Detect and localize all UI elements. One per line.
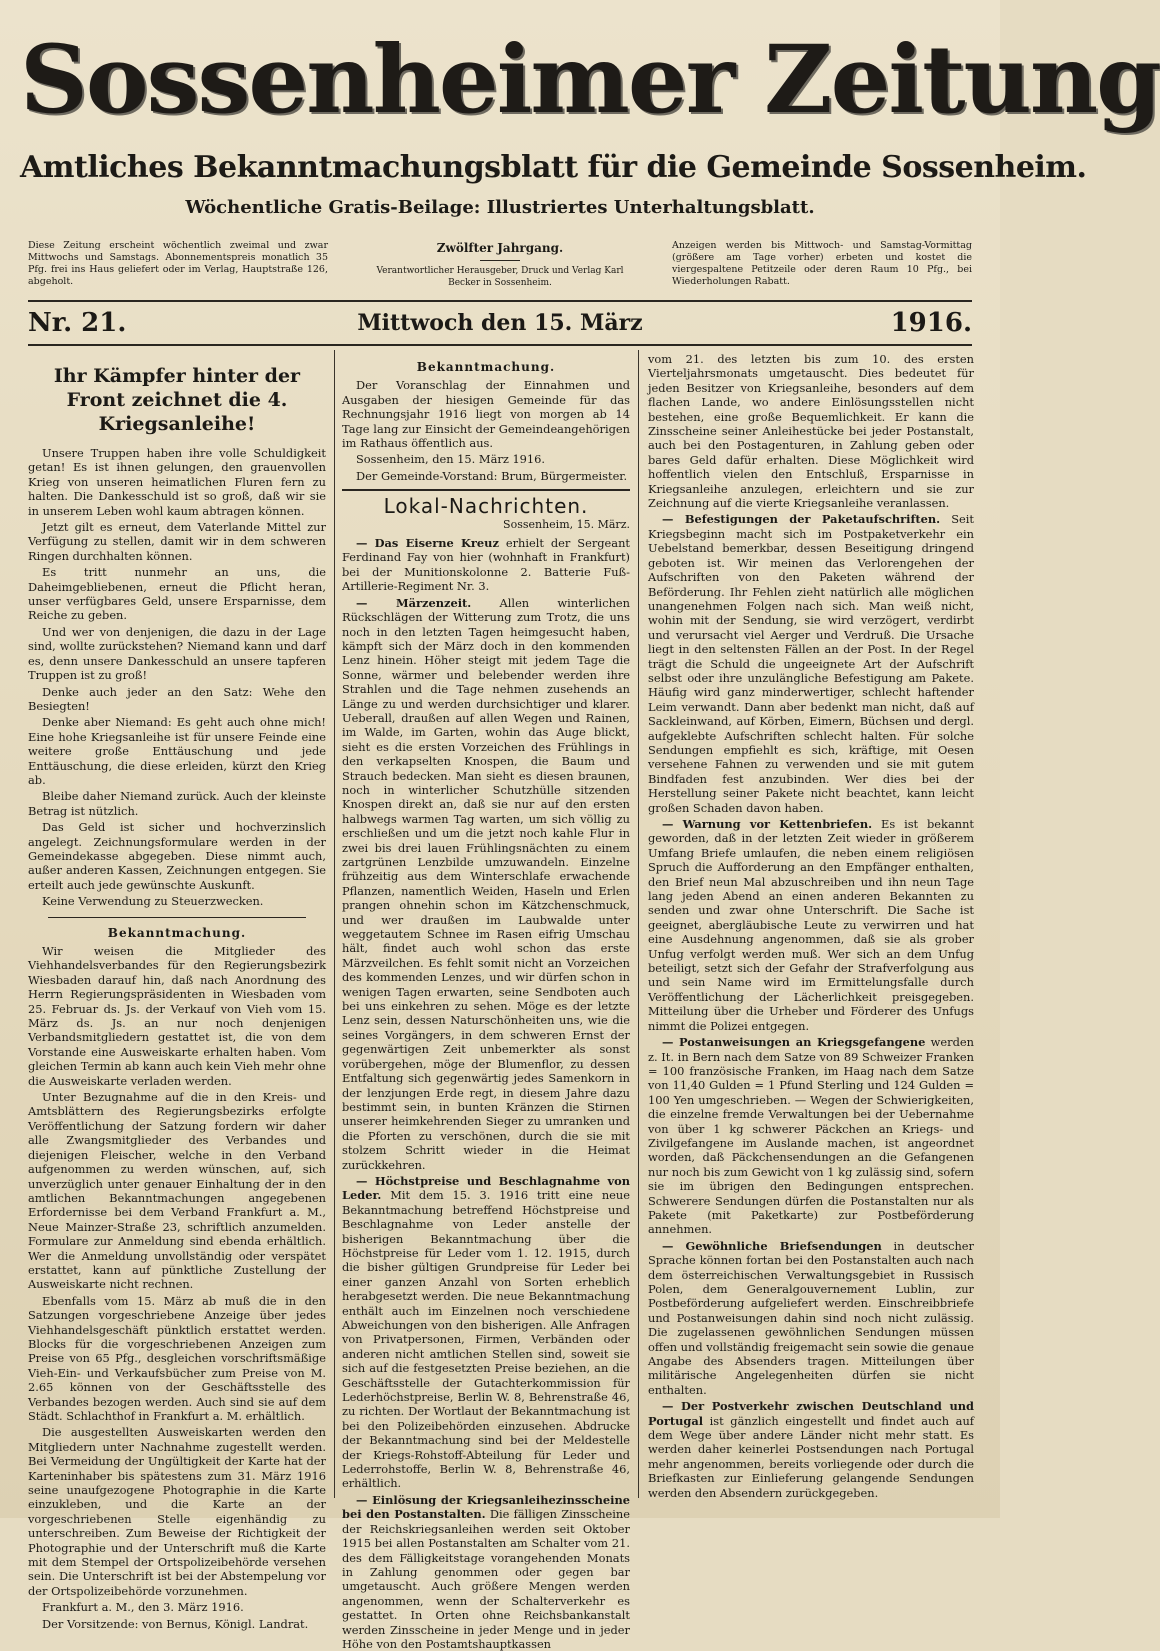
masthead xyxy=(20,18,1160,222)
news-item-text: Mit dem 15. 3. 1916 tritt eine neue Bekanntmachung betreffend Höchstpreise und Beschlagnahme von Leder anstelle der bisherigen Bekanntmachung über die Höchstpreise für Leder vom 1. 12. 1915, durch die bisher gültigen Grundpreise für Leder bei einer ganzen Anzahl von Sorten erheblich herabgesetzt werden. Die neue Bekanntmachung enthält auch im Einzelnen noch verschiedene Abweichungen von den bisherigen. Alle Anfragen von Privatpersonen, Firmen, Verbänden oder anderen nicht amtlichen Stellen sind, soweit sie sich auf die festgesetzten Preise beziehen, an die Geschäftsstelle der Gutachterkommission für Lederhöchstpreise, Berlin W. 8, Behrenstraße 46, zu richten. Der Wortlaut der Bekanntmachung ist bei den Polizeibehörden einzusehen. Abdrucke der Bekanntmachung sind bei der Meldestelle der Kriegs-Rohstoff-Abteilung für Leder und Lederrohstoffe, Berlin W. 8, Behrenstraße 46, erhältlich. xyxy=(342,1188,630,1491)
news-item-text: ist gänzlich eingestellt und findet auch auf dem Wege über andere Länder nicht mehr statt. Es werden daher keinerlei Postsendungen nach Portugal mehr angenommen, bereits vorliegende oder durch die Briefkasten zur Einlieferung gelangende Sendungen werden den Absendern zurückgegeben. xyxy=(648,1413,974,1500)
column-1 xyxy=(28,352,327,1631)
supplement-line: Wöchentliche Gratis-Beilage: Illustriertes Unterhaltungsblatt. xyxy=(185,197,815,218)
article-paragraph: Und wer von denjenigen, die dazu in der Lage sind, wollte zurückstehen? Niemand kann und darf es, denn unsere Dankesschuld an unsere tapferen Truppen ist zu groß! xyxy=(28,624,326,683)
news-item-lead: — Befestigungen der Paketaufschriften. xyxy=(662,512,941,527)
news-item-text: Allen winterlichen Rückschlägen der Witterung zum Trotz, die uns noch in den letzten Tagen heimgesucht haben, kämpft sich der März doch in den kommenden Lenz hinein. Höher steigt mit jedem Tage die Sonne, wärmer und belebender werden ihre Strahlen und die Tage nehmen zusehends an Länge zu und werden durchsichtiger und klarer. Ueberall, draußen auf allen Wegen und Rainen, im Walde, im Garten, wohin das Auge blickt, sieht es die ersten Vorzeichen des Frühlings in den verkapselten Knospen, die Baum und Strauch bedecken. Man sieht es diesen braunen, noch in winterlicher Schutzhülle sitzenden Knospen direkt an, daß sie nur auf den ersten halbwegs warmen Tag warten, um sich völlig zu erschließen und um die jetzt noch kahle Flur in zwei bis drei lauen Frühlingsnächten zu einem zartgrünen Lenzbilde umzuwandeln. Einzelne frühzeitig aus dem Winterschlafe erwachende Pflanzen, namentlich Weiden, Haseln und Erlen prangen ohnehin schon im Kätzchenschmuck, und wer draußen im Laubwalde unter weggetautem Schnee im Rasen eifrig Umschau hält, findet auch wohl schon das erste Märzveilchen. Es fehlt somit nicht an Vorzeichen des kommenden Lenzes, und wir dürfen schon in wenigen Tagen erwarten, seine Sendboten auch bei uns einkehren zu sehen. Möge es der letzte Lenz sein, dessen Naturschönheiten uns, wie die seines Vorgängers, in dem schweren Ernst der gegenwärtigen Zeit unbemerkter als sonst vorübergehen, möge der Blumenflor, zu dessen Entfaltung sich gegenwärtig jedes Samenkorn in der lenzjungen Erde regt, in diesem Jahre dazu bestimmt sein, in bunten Kränzen die Stirnen unserer heimkehrenden Sieger zu umranken und die Pforten zu verschönen, durch die sie mit stolzem Schritt wieder in die Heimat zurückkehren. xyxy=(342,595,630,1172)
article-paragraph: Das Geld ist sicher und hochverzinslich angelegt. Zeichnungsformulare werden in der Gemeindekasse abgegeben. Diese nimmt auch, außer anderen Kassen, Zeichnungen entgegen. Sie erteilt auch jede gewünschte Auskunft. xyxy=(28,820,326,892)
issue-number: Nr. 21. xyxy=(28,308,127,338)
column-divider-1 xyxy=(334,350,335,1498)
article-paragraph: Keine Verwendung zu Steuerzwecken. xyxy=(42,894,264,909)
news-item xyxy=(648,817,974,1033)
article-paragraph: Denke auch jeder an den Satz: Wehe den Besiegten! xyxy=(28,684,326,713)
notice-title: Bekanntmachung. xyxy=(107,925,247,940)
section-divider xyxy=(48,917,306,918)
news-item-text: Seit Kriegsbeginn macht sich im Postpaketverkehr ein Uebelstand bemerkbar, dessen Beseitigung dringend geboten ist. Wir meinen das Verlorengehen der Aufschriften von den Paketen während der Beförderung. Ihr Fehlen zieht natürlich alle möglichen unangenehmen Folgen nach sich. Man weiß nicht, wohin mit der Sendung, sie wird verzögert, verdirbt und verursacht viel Aerger und Verdruß. Die Ursache liegt in den seltensten Fällen an der Post. In der Regel trägt die Schuld die ungeeignete Art der Aufschrift selbst oder ihre unzulängliche Befestigung am Pakete. Häufig wird ganz minderwertiger, schlecht haftender Leim verwandt. Dann aber bedenkt man nicht, daß auf Sackleinwand, auf Körben, Eimern, Büchsen und dergl. aufgeklebte Aufschriften schlecht halten. Für solche Sendungen empfiehlt es sich, kräftige, mit Oesen versehene Fahnen zu verwenden und sie mit gutem Bindfaden fest anzubinden. Wer dies bei der Herstellung seiner Pakete nicht beachtet, kann leicht großen Schaden davon haben. xyxy=(648,512,975,815)
news-item-lead: — Höchstpreise und Beschlagnahme von Leder. xyxy=(342,1173,630,1203)
issue-year: 1916. xyxy=(890,308,972,338)
advertising-info: Anzeigen werden bis Mittwoch- und Samstag-Vormittag (größere am Tage vorher) erbeten und kostet die viergespaltene Petitzeile oder deren Raum 10 Pfg., bei Wiederholungen Rabatt. xyxy=(672,240,972,287)
news-item-text: Es ist bekannt geworden, daß in der letzten Zeit wieder in größerem Umfang Briefe umlaufen, die neben einem religiösen Spruch die Aufforderung an den Empfänger enthalten, den Brief neun Mal abzuschreiben und ihn neun Tage lang jeden Abend an einen anderen Bekannten zu senden und zwar ohne Unterschrift. Die Sache ist geeignet, abergläubische Leute zu verwirren und hat eine Ausdehnung angenommen, daß sie als grober Unfug verfolgt werden muß. Wer sich an dem Unfug beteiligt, setzt sich der Gefahr der Strafverfolgung aus und sein Name wird im Ermittelungsfalle durch Veröffentlichung der Lächerlichkeit preisgegeben. Mitteilung über die Urheber und Förderer des Unfugs nimmt die Polizei entgegen. xyxy=(648,817,974,1033)
notice-paragraph: Ebenfalls vom 15. März ab muß die in den Satzungen vorgeschriebene Anzeige über jedes Viehhandelsgeschäft pünktlich erstattet werden. Blocks für die vorgeschriebenen Anzeigen zum Preise von 65 Pfg., desgleichen vorschriftsmäßige Vieh-Ein- und Verkaufsbücher zum Preise von M. 2.65 können von der Geschäftsstelle des Verbandes bezogen werden. Auch sind sie auf dem Städt. Schlachthof in Frankfurt a. M. erhältlich. xyxy=(28,1293,326,1423)
publisher-info: Verantwortlicher Herausgeber, Druck und Verlag Karl Becker in Sossenheim. xyxy=(376,266,624,288)
column-divider-2 xyxy=(638,350,639,1498)
notice-paragraph: Wir weisen die Mitglieder des Viehhandelsverbandes für den Regierungsbezirk Wiesbaden darauf hin, daß nach Anordnung des Herrn Regierungspräsidenten in Wiesbaden vom 25. Februar ds. Js. der Verkauf von Vieh vom 15. März ds. Js. an nur noch denjenigen Verbandsmitgliedern gestattet ist, die von dem Vorstande eine Ausweiskarte erhalten haben. Vom gleichen Termin ab kann auch kein Vieh mehr ohne die Ausweiskarte verladen werden. xyxy=(28,944,327,1088)
subscription-info: Diese Zeitung erscheint wöchentlich zweimal und zwar Mittwochs und Samstags. Abonnementspreis monatlich 35 Pfg. frei ins Haus geliefert oder im Verlag, Hauptstraße 126, abgeholt. xyxy=(28,240,328,287)
notice-paragraph: Der Voranschlag der Einnahmen und Ausgaben der hiesigen Gemeinde für das Rechnungsjahr 1916 liegt von morgen ab 14 Tage lang zur Einsicht der Gemeindeangehörigen im Rathaus öffentlich aus. xyxy=(342,378,630,451)
local-news-title: Lokal-Nachrichten. xyxy=(383,494,589,519)
article-paragraph: Jetzt gilt es erneut, dem Vaterlande Mittel zur Verfügung zu stellen, damit wir in dem schweren Ringen durchhalten können. xyxy=(28,520,326,563)
small-divider xyxy=(480,260,520,261)
news-item xyxy=(342,1174,630,1491)
news-item-text: Die fälligen Zinsscheine der Reichskriegsanleihen werden seit Oktober 1915 bei allen Postanstalten am Schalter vom 21. des dem Fälligkeitstage vorangehenden Monats in Zahlung genommen oder gegen bar umgetauscht. Auch größere Mengen werden angenommen, wenn der Schalterverkehr es gestattet. In Orten ohne Reichsbankanstalt werden Zinsscheine in jeder Menge und in jeder Höhe von den Postamtshauptkassen xyxy=(342,1507,630,1651)
notice-place-date: Frankfurt a. M., den 3. März 1916. xyxy=(42,1600,244,1615)
newspaper-title: Sossenheimer Zeitung xyxy=(20,25,1160,135)
article-paragraph: Denke aber Niemand: Es geht auch ohne mich! Eine hohe Kriegsanleihe ist für unsere Feinde eine weitere große Enttäuschung und jede Enttäuschung, die diese erleiden, kürzt den Krieg ab. xyxy=(28,715,326,787)
section-divider xyxy=(342,489,630,491)
news-item xyxy=(342,596,630,1172)
news-item xyxy=(648,512,974,815)
column-3 xyxy=(648,352,974,1500)
dateline: Sossenheim, 15. März. xyxy=(503,517,630,531)
news-item-lead: — Einlösung der Kriegsanleihezinsscheine bei den Postanstalten. xyxy=(342,1492,630,1522)
volume-info xyxy=(368,240,632,289)
news-item-lead: — Gewöhnliche Briefsendungen xyxy=(662,1238,882,1253)
notice-date: Sossenheim, den 15. März 1916. xyxy=(356,452,546,467)
continued-paragraph: vom 21. des letzten bis zum 10. des ersten Vierteljahrsmonats umgetauscht. Dies bedeutet für jeden Besitzer von Kriegsanleihe, besonders auf dem flachen Lande, wo andere Einlösungsstellen nicht bestehen, eine große Bequemlichkeit. Er kann die Zinsscheine seiner Anleihestücke bei jeder Postanstalt, auch bei den Postagenturen, in Zahlung geben oder bares Geld dafür erhalten. Diese Möglichkeit wird hoffentlich vielen den Entschluß, Ersparnisse in Kriegsanleihe anzulegen, erleichtern und sie zur Zeichnung auf die vierte Kriegsanleihe veranlassen. xyxy=(648,352,974,511)
news-item-lead: — Märzenzeit. xyxy=(356,595,472,610)
news-item-text: in deutscher Sprache können fortan bei den Postanstalten auch nach dem österreichischen Verwaltungsgebiet in Russisch Polen, dem Generalgouvernement Lublin, zur Postbeförderung aufgeliefert werden. Einschreibbriefe und Postanweisungen dahin sind noch nicht zulässig. Die zugelassenen gewöhnlichen Sendungen müssen offen und vollständig freigemacht sein sowie die genaue Angabe des Absenders tragen. Mitteilungen über militärische Angelegenheiten dürfen sie nicht enthalten. xyxy=(648,1238,974,1397)
article-paragraph: Bleibe daher Niemand zurück. Auch der kleinste Betrag ist nützlich. xyxy=(28,789,326,818)
info-bar xyxy=(28,240,972,292)
notice-title: Bekanntmachung. xyxy=(416,360,556,374)
notice-paragraph: Unter Bezugnahme auf die in den Kreis- und Amtsblättern des Regierungsbezirks erfolgte Veröffentlichung der Satzung fordern wir daher alle Zwangsmitglieder des Verbandes und diejenigen Fleischer, welche in den Verband aufgenommen zu werden wünschen, auf, sich unverzüglich unter genauer Einhaltung der in den amtlichen Bekanntmachungen angegebenen Erfordernisse bei dem Verband Frankfurt a. M., Neue Mainzer-Straße 23, schriftlich anzumelden. Formulare zur Anmeldung sind ebenda erhältlich. Wer die Anmeldung unvollständig oder verspätet erstattet, kann auf pünktliche Zustellung der Ausweiskarte nicht rechnen. xyxy=(28,1090,326,1292)
issue-date: Mittwoch den 15. März xyxy=(357,310,643,336)
news-item-lead: — Postanweisungen an Kriegsgefangene xyxy=(662,1035,926,1050)
notice-signature: Der Vorsitzende: von Bernus, Königl. Landrat. xyxy=(42,1616,309,1631)
issue-row xyxy=(28,306,972,340)
news-item xyxy=(342,536,630,594)
news-item xyxy=(648,1399,974,1500)
news-item-lead: — Warnung vor Kettenbriefen. xyxy=(662,817,873,831)
newspaper-subtitle: Amtliches Bekanntmachungsblatt für die Gemeinde Sossenheim. xyxy=(20,150,1087,185)
header-rule-top xyxy=(28,300,972,302)
news-item-text: werden z. It. in Bern nach dem Satze von 89 Schweizer Franken = 100 französische Franken, im Haag nach dem Satze von 11,40 Gulden = 1 Pfund Sterling und 124 Gulden = 100 Yen umgeschrieben. — Wegen der Schwierigkeiten, die einzelne fremde Verwaltungen bei der Uebernahme von über 1 kg schwerer Päckchen an Kriegs- und Zivilgefangene im Auslande machen, ist angeordnet worden, daß Päckchensendungen an die Gefangenen nur noch bis zum Gewicht von 1 kg zulässig sind, sofern sie im übrigen den Bedingungen entsprechen. Schwerere Sendungen dürfen die Postanstalten nur als Pakete (mit Paketkarte) zur Postbeförderung annehmen. xyxy=(648,1035,974,1237)
header-rule-bottom xyxy=(28,344,972,346)
news-item xyxy=(342,1493,630,1651)
news-item-lead: — Der Postverkehr zwischen Deutschland und Portugal xyxy=(648,1399,974,1428)
news-item xyxy=(648,1239,974,1397)
war-loan-headline: Ihr Kämpfer hinter der Front zeichnet die 4. Kriegsanleihe! xyxy=(53,365,301,435)
column-2 xyxy=(342,352,630,1651)
article-paragraph: Unsere Truppen haben ihre volle Schuldigkeit getan! Es ist ihnen gelungen, den grauenvollen Krieg von unseren heimatlichen Fluren fern zu halten. Die Dankesschuld ist so groß, daß wir sie in unserem Leben wohl kaum abtragen können. xyxy=(28,446,326,518)
news-item-text: erhielt der Sergeant Ferdinand Fay von hier (wohnhaft in Frankfurt) bei der Munitionskolonne 2. Batterie Fuß-Artillerie-Regiment Nr. 3. xyxy=(342,536,630,594)
article-paragraph: Es tritt nunmehr an uns, die Daheimgebliebenen, erneut die Pflicht heran, unser verfügbares Geld, unsere Ersparnisse, dem Reiche zu geben. xyxy=(28,565,326,623)
notice-paragraph: Die ausgestellten Ausweiskarten werden den Mitgliedern unter Nachnahme zugestellt werden. Bei Vermeidung der Ungültigkeit der Karte hat der Karteninhaber bis spätestens zum 31. März 1916 seine unaufgezogene Photographie in die Karte einzukleben, und die Karte an der vorgeschriebenen Stelle eigenhändig zu unterschreiben. Zum Beweise der Richtigkeit der Photographie und der Unterschrift muß die Karte mit dem Stempel der Ortspolizeibehörde versehen sein. Die Unterschrift ist bei der Abstempelung vor der Ortspolizeibehörde vorzunehmen. xyxy=(28,1425,326,1598)
volume-year: Zwölfter Jahrgang. xyxy=(436,241,564,255)
news-item xyxy=(648,1035,974,1237)
news-item-lead: — Das Eiserne Kreuz xyxy=(356,536,499,551)
notice-signature: Der Gemeinde-Vorstand: Brum, Bürgermeister. xyxy=(356,468,628,483)
